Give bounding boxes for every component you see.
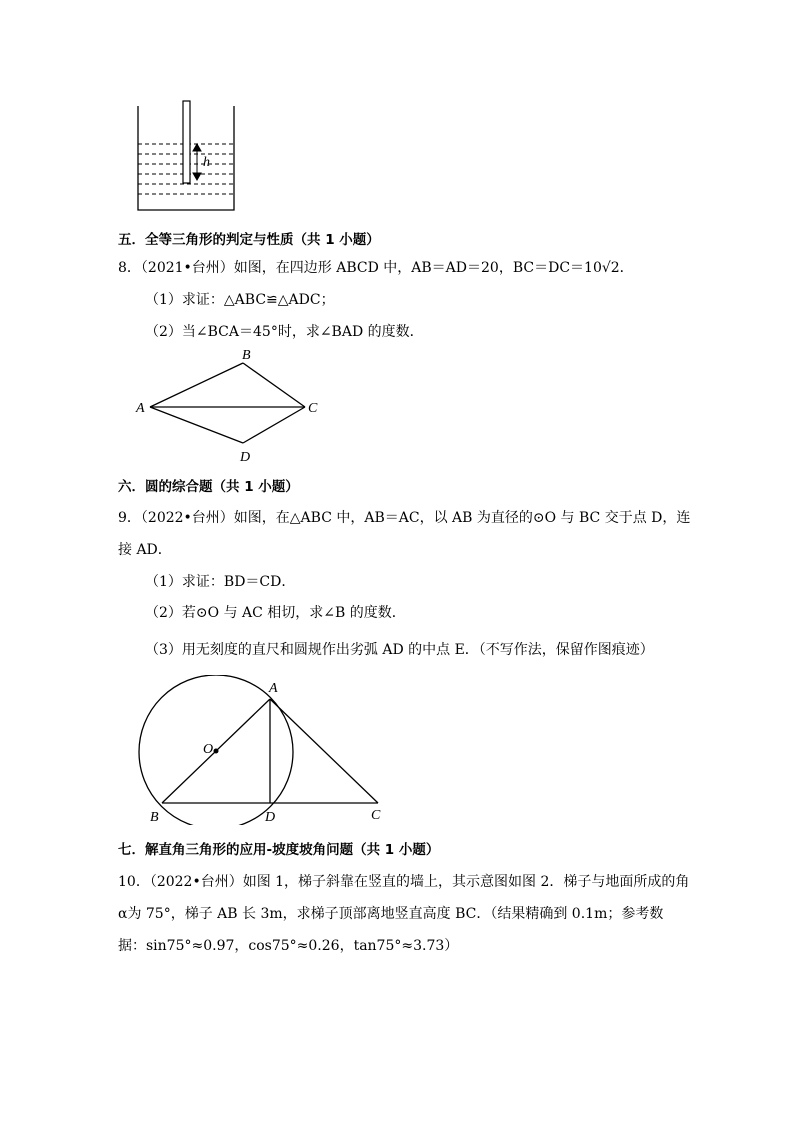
label-d: D [265, 810, 276, 825]
q8-line-2: （1）求证：△ABC≌△ADC； [145, 292, 335, 308]
q9-line-1: 9．（2022•台州）如图，在△ABC 中，AB＝AC，以 AB 为直径的⊙O 与 BC 交于点 D，连 [118, 510, 691, 526]
q9-line-2: 接 AD． [118, 542, 172, 558]
q10-line-2: α为 75°，梯子 AB 长 3m，求梯子顶部离地竖直高度 BC．（结果精确到 0.1m；参考数 [118, 906, 664, 922]
q9-line-3: （1）求证：BD＝CD． [145, 574, 296, 590]
label-o: O [203, 742, 214, 757]
q10-line-1: 10．（2022•台州）如图 1，梯子斜靠在竖直的墙上，其示意图如图 2．梯子与地面所成的角 [118, 874, 690, 890]
center-point-o [214, 749, 219, 754]
segment-ab [150, 363, 243, 407]
segment-bc [243, 363, 305, 407]
q8-line-3: （2）当∠BCA＝45°时，求∠BAD 的度数． [145, 324, 424, 340]
rod [183, 101, 190, 183]
segment-ac [270, 699, 378, 803]
section-7-heading: 七．解直角三角形的应用-坡度坡角问题（共 1 小题） [118, 842, 440, 858]
label-c: C [371, 808, 381, 823]
label-c: C [308, 401, 318, 416]
label-a: A [136, 401, 145, 416]
height-arrow-icon [193, 144, 201, 180]
segment-cd [243, 407, 305, 443]
q10-line-3: 据：sin75°≈0.97，cos75°≈0.26，tan75°≈3.73） [118, 938, 459, 954]
circle-triangle-figure [135, 675, 390, 825]
container-figure [130, 98, 240, 216]
quadrilateral-abcd-figure [130, 345, 330, 465]
height-label: h [203, 155, 210, 170]
label-d: D [240, 450, 251, 465]
label-b: B [242, 348, 251, 363]
q9-line-4: （2）若⊙O 与 AC 相切，求∠B 的度数． [145, 605, 406, 621]
q8-line-1: 8．（2021•台州）如图，在四边形 ABCD 中，AB＝AD＝20，BC＝DC＝10√2． [118, 260, 634, 276]
section-5-heading: 五．全等三角形的判定与性质（共 1 小题） [118, 232, 380, 248]
segment-da [150, 407, 243, 443]
section-6-heading: 六．圆的综合题（共 1 小题） [118, 479, 299, 495]
label-a: A [269, 681, 278, 696]
label-b: B [150, 810, 159, 825]
q9-line-5: （3）用无刻度的直尺和圆规作出劣弧 AD 的中点 E．（不写作法，保留作图痕迹） [145, 642, 654, 658]
